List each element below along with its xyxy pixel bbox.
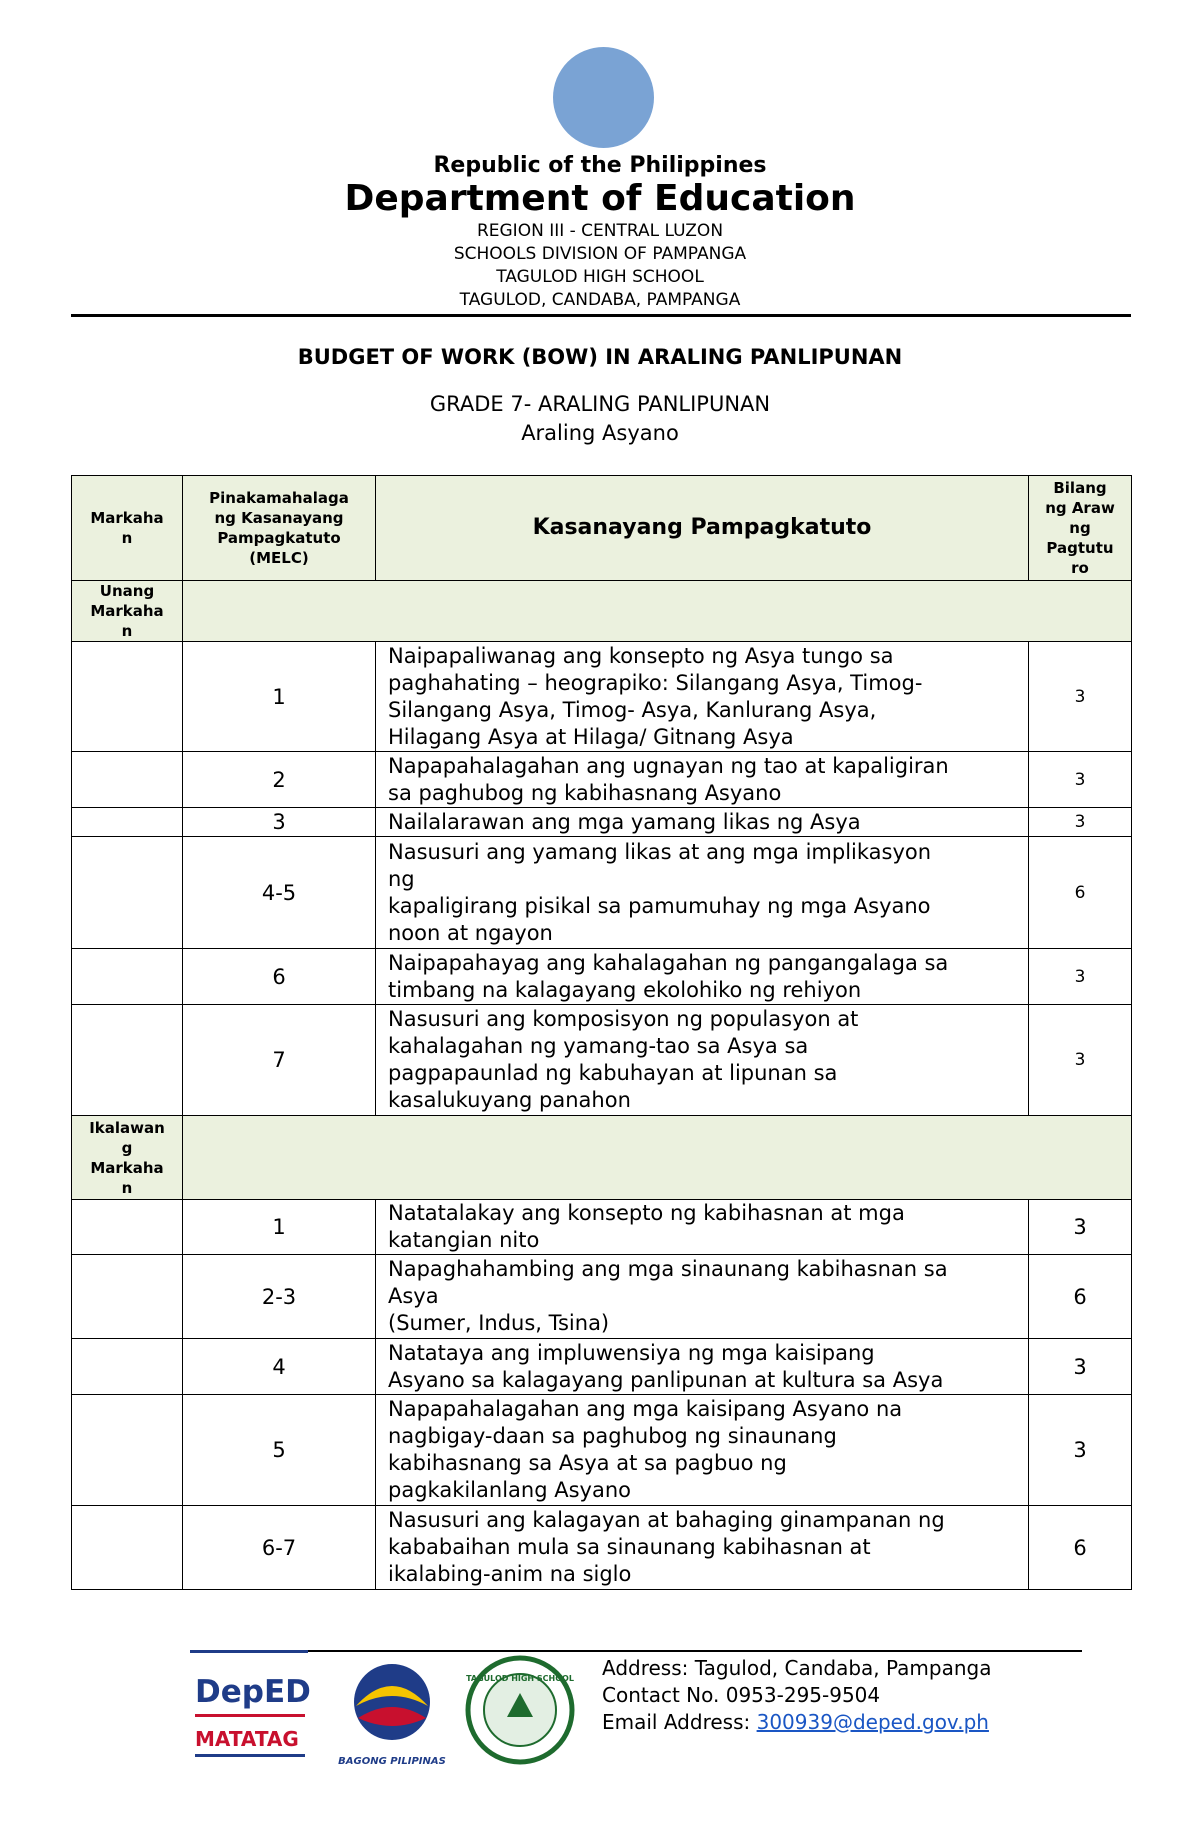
melc-number: 2-3 — [183, 1255, 376, 1339]
quarter-row-2 — [72, 1116, 1132, 1200]
table-row — [72, 1200, 1132, 1255]
competency-text: Nasusuri ang kalagayan at bahaging ginampanan ng kababaihan mula sa sinaunang kabihasnan at ikalabing-anim na siglo — [376, 1506, 1029, 1590]
col-header-days: Bilang ng Araw ng Pagtutu ro — [1029, 476, 1132, 581]
competency-text: Nasusuri ang komposisyon ng populasyon at kahalagahan ng yamang-tao sa Asya sa pagpapaunlad ng kabuhayan at lipunan sa kasalukuyang panahon — [376, 1005, 1029, 1116]
competency-text: Natataya ang impluwensiya ng mga kaisipang Asyano sa kalagayang panlipunan at kultura sa Asya — [376, 1339, 1029, 1395]
days-value: 3 — [1029, 808, 1132, 837]
logo-stripe — [195, 1714, 305, 1717]
bagong-pilipinas-text: BAGONG PILIPINAS — [338, 1756, 446, 1767]
table-row — [72, 642, 1132, 752]
quarter-cell — [72, 1339, 183, 1395]
footer-address: Address: Tagulod, Candaba, Pampanga — [602, 1656, 992, 1680]
table-row — [72, 752, 1132, 808]
quarter-label: Ikalawan g Markaha n — [72, 1116, 183, 1200]
deped-matatag-logo — [193, 1662, 313, 1762]
competency-text: Naipapahayag ang kahalagahan ng pangangalaga sa timbang na kalagayang ekolohiko ng rehiyon — [376, 949, 1029, 1005]
table-row — [72, 1395, 1132, 1506]
footer-contact-number: Contact No. 0953-295-9504 — [602, 1683, 881, 1707]
melc-number: 6 — [183, 949, 376, 1005]
footer-divider — [190, 1650, 1082, 1652]
table-row — [72, 949, 1132, 1005]
seal-placeholder — [553, 47, 654, 148]
competency-text: Napapahalagahan ang mga kaisipang Asyano na nagbigay-daan sa paghubog ng sinaunang kabihasnang sa Asya at sa pagbuo ng pagkakilanlang Asyano — [376, 1395, 1029, 1506]
col-header-quarter: Markaha n — [72, 476, 183, 581]
days-value: 6 — [1029, 1506, 1132, 1590]
quarter-cell — [72, 1506, 183, 1590]
email-link[interactable]: 300939@deped.gov.ph — [756, 1710, 989, 1734]
col-header-melc: Pinakamahalaga ng Kasanayang Pampagkatuto (MELC) — [183, 476, 376, 581]
footer-email — [602, 1710, 989, 1734]
quarter-cell — [72, 837, 183, 949]
days-value: 3 — [1029, 1200, 1132, 1255]
school-seal-logo — [465, 1655, 575, 1765]
quarter-cell — [72, 1200, 183, 1255]
melc-number: 1 — [183, 1200, 376, 1255]
table-row — [72, 1339, 1132, 1395]
melc-number: 1 — [183, 642, 376, 752]
quarter-row-1 — [72, 581, 1132, 642]
melc-number: 2 — [183, 752, 376, 808]
days-value: 6 — [1029, 837, 1132, 949]
melc-number: 7 — [183, 1005, 376, 1116]
grade-label: GRADE 7- ARALING PANLIPUNAN — [429, 392, 771, 416]
location-label: TAGULOD, CANDABA, PAMPANGA — [459, 290, 741, 310]
table-header-row — [72, 476, 1132, 581]
days-value: 3 — [1029, 1339, 1132, 1395]
quarter-cell — [72, 1005, 183, 1116]
subject-label: Araling Asyano — [521, 421, 679, 445]
melc-number: 4 — [183, 1339, 376, 1395]
melc-number: 4-5 — [183, 837, 376, 949]
table-row — [72, 1255, 1132, 1339]
republic-label: Republic of the Philippines — [433, 153, 767, 178]
quarter-cell — [72, 808, 183, 837]
document-title: BUDGET OF WORK (BOW) IN ARALING PANLIPUNAN — [297, 345, 903, 369]
melc-number: 6-7 — [183, 1506, 376, 1590]
budget-of-work-table — [71, 475, 1132, 1590]
table-row — [72, 837, 1132, 949]
logo-stripe — [195, 1754, 305, 1757]
days-value: 3 — [1029, 752, 1132, 808]
quarter-cell — [72, 642, 183, 752]
competency-text: Napaghahambing ang mga sinaunang kabihasnan sa Asya (Sumer, Indus, Tsina) — [376, 1255, 1029, 1339]
logo-disc — [354, 1664, 430, 1740]
matatag-logo-text: MATATAG — [195, 1727, 299, 1751]
school-seal-text: TAGULOD HIGH SCHOOL — [466, 1674, 574, 1683]
quarter-label: Unang Markaha n — [72, 581, 183, 642]
header-divider — [71, 314, 1131, 317]
department-title: Department of Education — [344, 178, 856, 219]
competency-text: Nasusuri ang yamang likas at ang mga implikasyon ng kapaligirang pisikal sa pamumuhay ng mga Asyano noon at ngayon — [376, 837, 1029, 949]
quarter-cell — [72, 1395, 183, 1506]
table-row — [72, 1506, 1132, 1590]
region-label: REGION III - CENTRAL LUZON — [476, 221, 724, 241]
competency-text: Natatalakay ang konsepto ng kabihasnan at mga katangian nito — [376, 1200, 1029, 1255]
school-label: TAGULOD HIGH SCHOOL — [496, 267, 704, 287]
melc-number: 5 — [183, 1395, 376, 1506]
quarter-cell — [72, 949, 183, 1005]
division-label: SCHOOLS DIVISION OF PAMPANGA — [453, 244, 747, 264]
quarter-cell — [72, 752, 183, 808]
days-value: 6 — [1029, 1255, 1132, 1339]
table-row — [72, 808, 1132, 837]
days-value: 3 — [1029, 1395, 1132, 1506]
competency-text: Napapahalagahan ang ugnayan ng tao at kapaligiran sa paghubog ng kabihasnang Asyano — [376, 752, 1029, 808]
days-value: 3 — [1029, 1005, 1132, 1116]
footer-divider-accent — [190, 1650, 308, 1653]
email-label: Email Address: — [602, 1710, 757, 1734]
col-header-competency: Kasanayang Pampagkatuto — [376, 476, 1029, 581]
days-value: 3 — [1029, 949, 1132, 1005]
bagong-pilipinas-logo — [336, 1656, 448, 1771]
competency-text: Naipapaliwanag ang konsepto ng Asya tungo sa paghahating – heograpiko: Silangang Asya, Timog- Silangang Asya, Timog- Asya, Kanlurang Asya, Hilagang Asya at Hilaga/ Gitnang Asya — [376, 642, 1029, 752]
days-value: 3 — [1029, 642, 1132, 752]
melc-number: 3 — [183, 808, 376, 837]
quarter-spacer — [183, 1116, 1132, 1200]
quarter-cell — [72, 1255, 183, 1339]
deped-logo-text: DepED — [195, 1674, 311, 1710]
table-row — [72, 1005, 1132, 1116]
competency-text: Nailalarawan ang mga yamang likas ng Asya — [376, 808, 1029, 837]
quarter-spacer — [183, 581, 1132, 642]
